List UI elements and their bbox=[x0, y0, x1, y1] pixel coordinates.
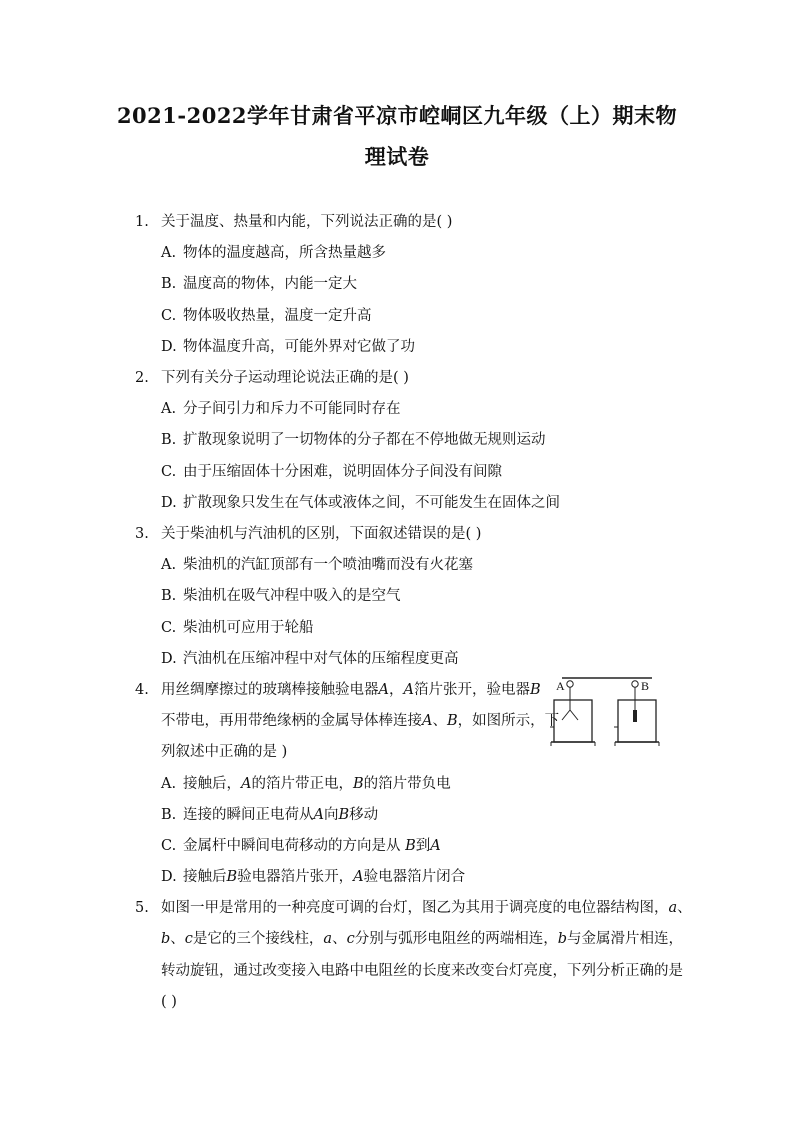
option-c: C. 金属杆中瞬间电荷移动的方向是从 B到A bbox=[161, 838, 441, 854]
figure-label-b: B bbox=[641, 679, 650, 693]
figure-label-a: A bbox=[556, 679, 565, 693]
option-c: C. 由于压缩固体十分困难，说明固体分子间没有间隙 bbox=[161, 464, 502, 480]
page-title-line-2: 理试卷 bbox=[364, 144, 430, 169]
question-stem-line-1: 用丝绸摩擦过的玻璃棒接触验电器A，A箔片张开，验电器B bbox=[161, 682, 541, 698]
option-b: B. 连接的瞬间正电荷从A向B移动 bbox=[161, 807, 379, 823]
option-d: D. 接触后B验电器箔片张开，A验电器箔片闭合 bbox=[161, 869, 466, 885]
question-stem-line-3: 列叙述中正确的是 ) bbox=[161, 744, 288, 760]
question-stem-line-2: b、c是它的三个接线柱，a、c分别与弧形电阻丝的两端相连，b与金属滑片相连， bbox=[161, 931, 683, 947]
question-stem: 关于温度、热量和内能，下列说法正确的是( ) bbox=[161, 214, 453, 230]
option-a: A. 柴油机的汽缸顶部有一个喷油嘴而没有火花塞 bbox=[161, 557, 473, 573]
option-b: B. 扩散现象说明了一切物体的分子都在不停地做无规则运动 bbox=[161, 432, 546, 448]
question-stem-line-1: 如图一甲是常用的一种亮度可调的台灯，图乙为其用于调亮度的电位器结构图，a、 bbox=[161, 900, 692, 916]
question-stem-line-2: 不带电，再用带绝缘柄的金属导体棒连接A、B，如图所示，下 bbox=[161, 713, 560, 729]
option-a: A. 物体的温度越高，所含热量越多 bbox=[161, 245, 386, 261]
option-c: C. 物体吸收热量，温度一定升高 bbox=[161, 308, 372, 324]
electroscope-figure bbox=[548, 672, 660, 752]
question-number: 2. bbox=[135, 370, 149, 386]
question-stem-line-3: 转动旋钮，通过改变接入电路中电阻丝的长度来改变台灯亮度，下列分析正确的是 bbox=[161, 963, 683, 979]
question-number: 1. bbox=[135, 214, 149, 230]
question-number: 3. bbox=[135, 526, 149, 542]
option-b: B. 柴油机在吸气冲程中吸入的是空气 bbox=[161, 588, 401, 604]
question-number: 5. bbox=[135, 900, 149, 916]
option-b: B. 温度高的物体，内能一定大 bbox=[161, 276, 357, 292]
option-c: C. 柴油机可应用于轮船 bbox=[161, 620, 314, 636]
question-number: 4. bbox=[135, 682, 149, 698]
question-stem-line-4: ( ) bbox=[161, 994, 177, 1010]
page-title-line-1: 2021-2022学年甘肃省平凉市崆峒区九年级（上）期末物 bbox=[116, 103, 678, 128]
option-d: D. 扩散现象只发生在气体或液体之间，不可能发生在固体之间 bbox=[161, 495, 560, 511]
option-d: D. 物体温度升高，可能外界对它做了功 bbox=[161, 339, 415, 355]
option-d: D. 汽油机在压缩冲程中对气体的压缩程度更高 bbox=[161, 651, 459, 667]
option-a: A. 分子间引力和斥力不可能同时存在 bbox=[161, 401, 401, 417]
question-stem: 下列有关分子运动理论说法正确的是( ) bbox=[161, 370, 409, 386]
question-stem: 关于柴油机与汽油机的区别，下面叙述错误的是( ) bbox=[161, 526, 482, 542]
option-a: A. 接触后，A的箔片带正电，B的箔片带负电 bbox=[161, 776, 451, 792]
